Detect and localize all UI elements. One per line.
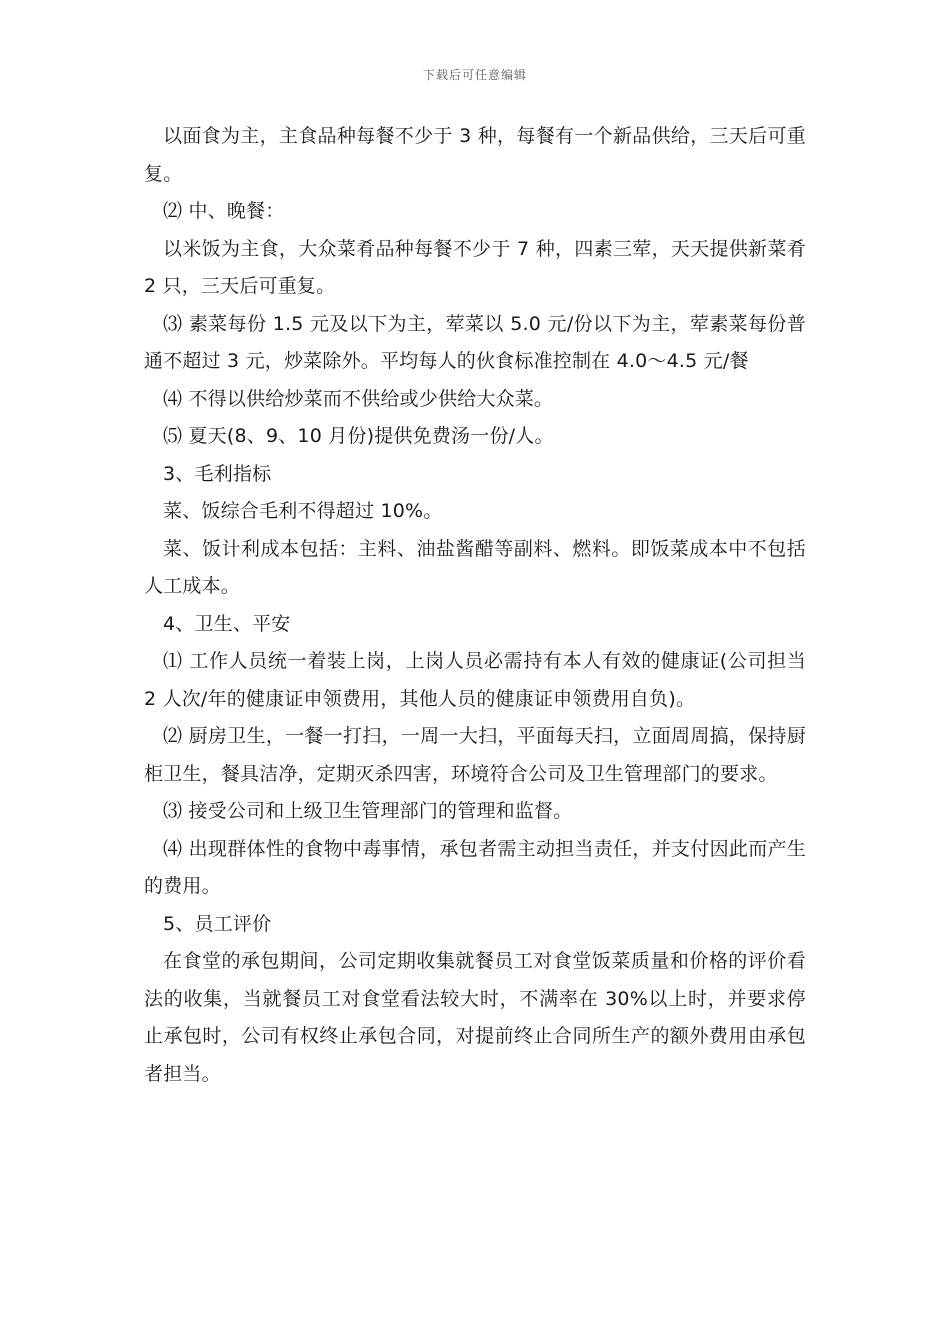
paragraph-pricing: ⑶ 素菜每份 1.5 元及以下为主，荤菜以 5.0 元/份以下为主，荤素菜每份普通不超过 3 元，炒菜除外。平均每人的伙食标准控制在 4.0～4.5 元/餐 xyxy=(144,312,806,372)
paragraph-staff-health-cert: ⑴ 工作人员统一着装上岗，上岗人员必需持有本人有效的健康证(公司担当 2 人次/年的健康证申领费用，其他人员的健康证申领费用自负)。 xyxy=(144,650,806,710)
paragraph-lunch-dinner-heading: ⑵ 中、晚餐： xyxy=(163,200,285,222)
section-heading-employee-evaluation: 5、员工评价 xyxy=(163,912,272,935)
paragraph-breakfast-staple: 以面食为主，主食品种每餐不少于 3 种，每餐有一个新品供给，三天后可重复。 xyxy=(144,125,806,185)
paragraph-summer-soup: ⑸ 夏天(8、9、10 月份)提供免费汤一份/人。 xyxy=(163,425,554,447)
paragraph-cost-components: 菜、饭计利成本包括：主料、油盐酱醋等副料、燃料。即饭菜成本中不包括人工成本。 xyxy=(144,537,806,597)
document-body xyxy=(144,118,806,1093)
paragraph-supervision: ⑶ 接受公司和上级卫生管理部门的管理和监督。 xyxy=(163,800,573,822)
paragraph-stir-fry-rule: ⑷ 不得以供给炒菜而不供给或少供给大众菜。 xyxy=(163,387,554,410)
paragraph-margin-limit: 菜、饭综合毛利不得超过 10%。 xyxy=(163,500,443,522)
section-heading-gross-margin: 3、毛利指标 xyxy=(163,462,272,485)
paragraph-food-poisoning: ⑷ 出现群体性的食物中毒事情，承包者需主动担当责任，并支付因此而产生的费用。 xyxy=(144,837,806,897)
paragraph-kitchen-cleaning: ⑵ 厨房卫生，一餐一打扫，一周一大扫，平面每天扫，立面周周搞，保持厨柜卫生，餐具洁净，定期灭杀四害，环境符合公司及卫生管理部门的要求。 xyxy=(144,725,806,785)
paragraph-rice-dishes: 以米饭为主食，大众菜肴品种每餐不少于 7 种，四素三荤，天天提供新菜肴 2 只，三天后可重复。 xyxy=(144,237,806,297)
paragraph-evaluation-terms: 在食堂的承包期间，公司定期收集就餐员工对食堂饭菜质量和价格的评价看法的收集，当就餐员工对食堂看法较大时，不满率在 30%以上时，并要求停止承包时，公司有权终止承包合同，对提前终止合同所生产的额外费用由承包者担当。 xyxy=(144,950,806,1085)
section-heading-hygiene-safety: 4、卫生、平安 xyxy=(163,612,291,635)
page-header: 下载后可任意编辑 xyxy=(422,68,527,82)
